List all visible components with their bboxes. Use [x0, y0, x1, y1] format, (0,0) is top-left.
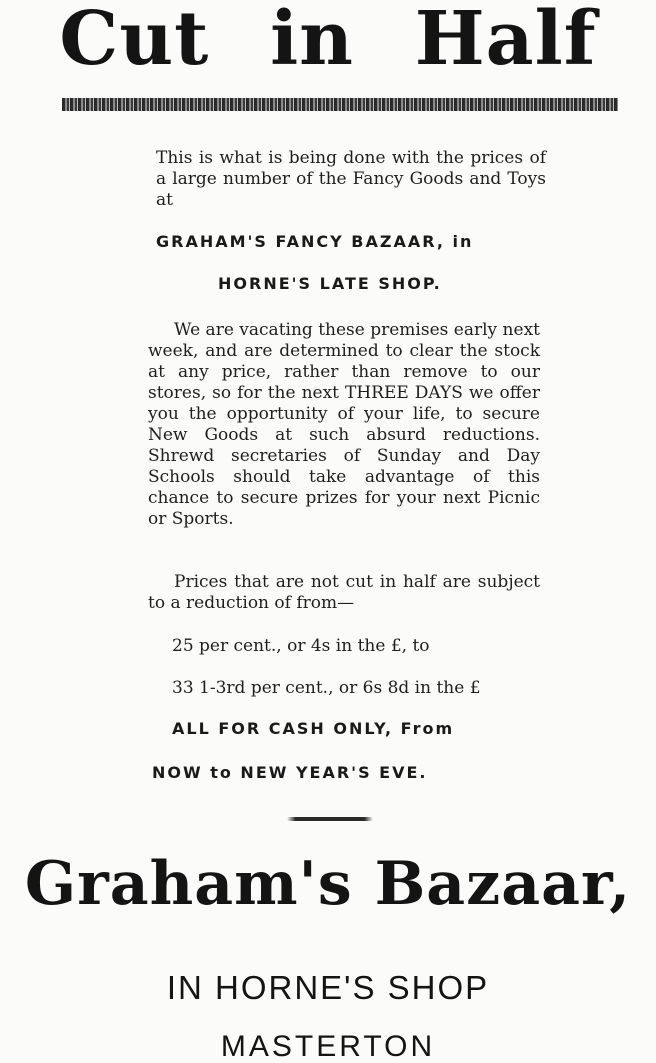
headline: Cut in Half — [59, 0, 597, 82]
intro-text: This is what is being done with the prices of a large number of the Fancy Goods and Toys at — [156, 148, 546, 210]
town-name: MASTERTON — [220, 1030, 436, 1063]
ornament-divider — [287, 817, 373, 821]
deadline-line: NOW to NEW YEAR'S EVE. — [152, 763, 428, 782]
body-paragraph-text: We are vacating these premises early next week, and are determined to clear the stock at any price, rather than remove to our stores, so for the next THREE DAYS we offer you the opportunity of your life, to secure New Goods at such absurd reductions. Shrewd secretaries of Sunday and Day Schools should take advantage of this chance to secure prizes for your next Picnic or Sports. — [148, 320, 540, 529]
discount-rate-two: 33 1-3rd per cent., or 6s 8d in the £ — [172, 678, 481, 698]
brand-name: Graham's Bazaar, — [24, 849, 632, 919]
shop-address: IN HORNE'S SHOP — [166, 969, 490, 1006]
shop-line: HORNE'S LATE SHOP. — [218, 274, 442, 293]
prices-paragraph — [148, 572, 540, 614]
cash-only-line: ALL FOR CASH ONLY, From — [172, 719, 455, 738]
business-name-line: GRAHAM'S FANCY BAZAAR, in — [156, 232, 474, 251]
body-paragraph — [148, 320, 540, 530]
prices-paragraph-text: Prices that are not cut in half are subject to a reduction of from— — [148, 572, 540, 613]
discount-rate-one: 25 per cent., or 4s in the £, to — [172, 636, 430, 656]
decorative-rule — [62, 98, 618, 111]
